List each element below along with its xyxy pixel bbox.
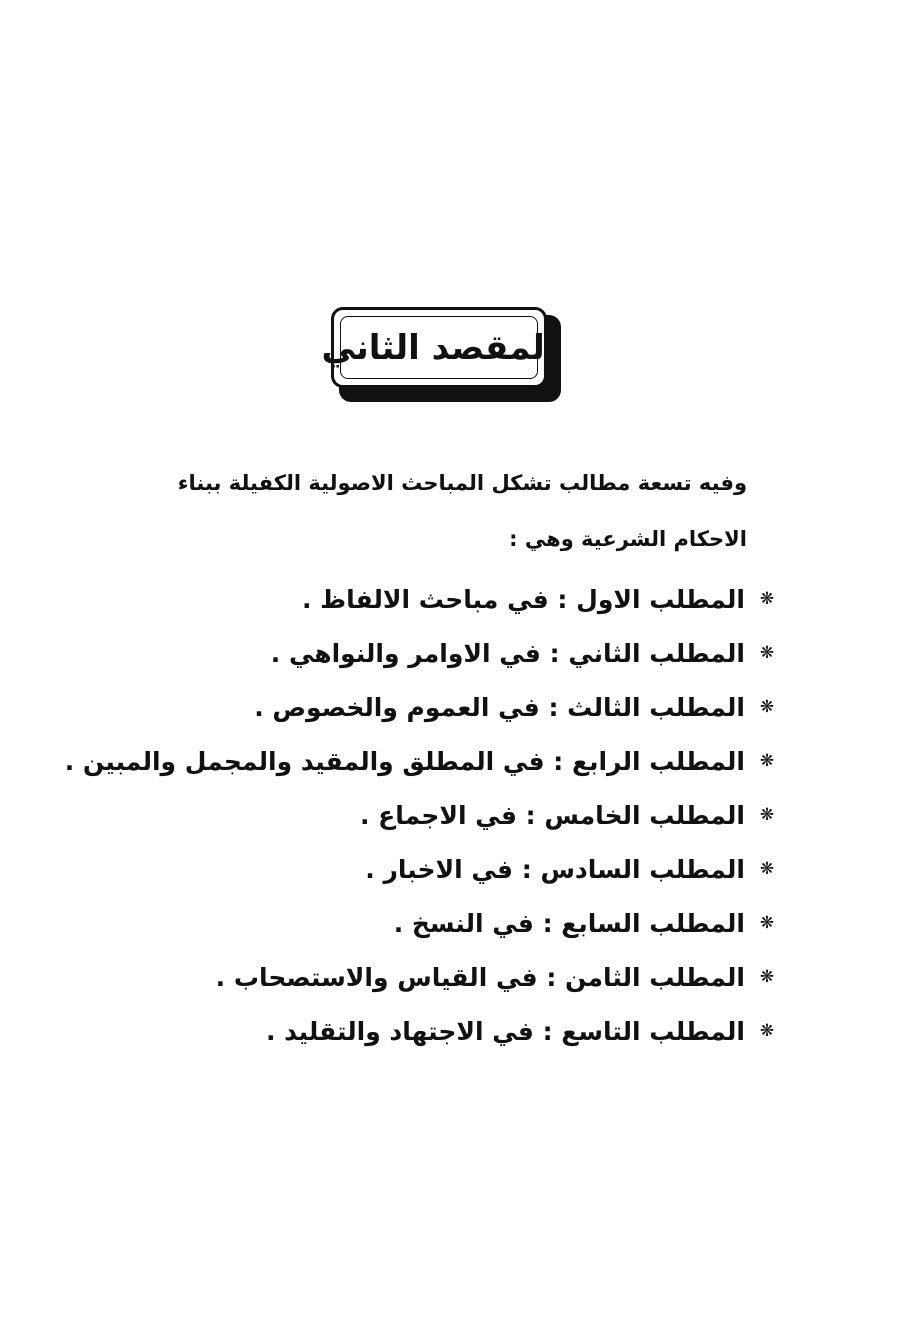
star-bullet-icon: ❋ bbox=[759, 697, 775, 717]
list-item-text: المطلب التاسع : في الاجتهاد والتقليد . bbox=[265, 1016, 745, 1046]
list-item-text: المطلب الخامس : في الاجماع . bbox=[359, 800, 745, 830]
list-item bbox=[17, 572, 777, 626]
title-frame-inner bbox=[321, 316, 557, 379]
title-frame-outer bbox=[321, 307, 557, 388]
list-item-text: المطلب الثامن : في القياس والاستصحاب . bbox=[215, 962, 745, 992]
section-title-frame bbox=[321, 307, 561, 402]
star-bullet-icon: ❋ bbox=[759, 967, 775, 987]
list-item-text: المطلب الرابع : في المطلق والمقيد والمجمل والمبين . bbox=[64, 746, 745, 776]
star-bullet-icon: ❋ bbox=[759, 805, 775, 825]
list-item bbox=[17, 734, 777, 788]
section-title: المقصد الثاني bbox=[321, 327, 557, 368]
list-item-text: المطلب الاول : في مباحث الالفاظ . bbox=[301, 584, 745, 614]
list-item-text: المطلب السادس : في الاخبار . bbox=[365, 854, 745, 884]
star-bullet-icon: ❋ bbox=[759, 913, 775, 933]
list-item bbox=[17, 842, 777, 896]
intro-line-2: الاحكام الشرعية وهي : bbox=[509, 527, 747, 551]
list-item bbox=[17, 950, 777, 1004]
star-bullet-icon: ❋ bbox=[759, 1021, 775, 1041]
star-bullet-icon: ❋ bbox=[759, 643, 775, 663]
list-item bbox=[17, 1004, 777, 1058]
star-bullet-icon: ❋ bbox=[759, 751, 775, 771]
star-bullet-icon: ❋ bbox=[759, 589, 775, 609]
list-item bbox=[17, 896, 777, 950]
star-bullet-icon: ❋ bbox=[759, 859, 775, 879]
list-item bbox=[17, 788, 777, 842]
topics-list bbox=[17, 572, 777, 1058]
list-item-text: المطلب السابع : في النسخ . bbox=[393, 908, 745, 938]
list-item bbox=[17, 626, 777, 680]
intro-line-1: وفيه تسعة مطالب تشكل المباحث الاصولية الكفيلة ببناء bbox=[177, 471, 747, 495]
list-item-text: المطلب الثالث : في العموم والخصوص . bbox=[254, 692, 745, 722]
list-item bbox=[17, 680, 777, 734]
intro-paragraph bbox=[127, 455, 747, 567]
list-item-text: المطلب الثاني : في الاوامر والنواهي . bbox=[270, 638, 745, 668]
